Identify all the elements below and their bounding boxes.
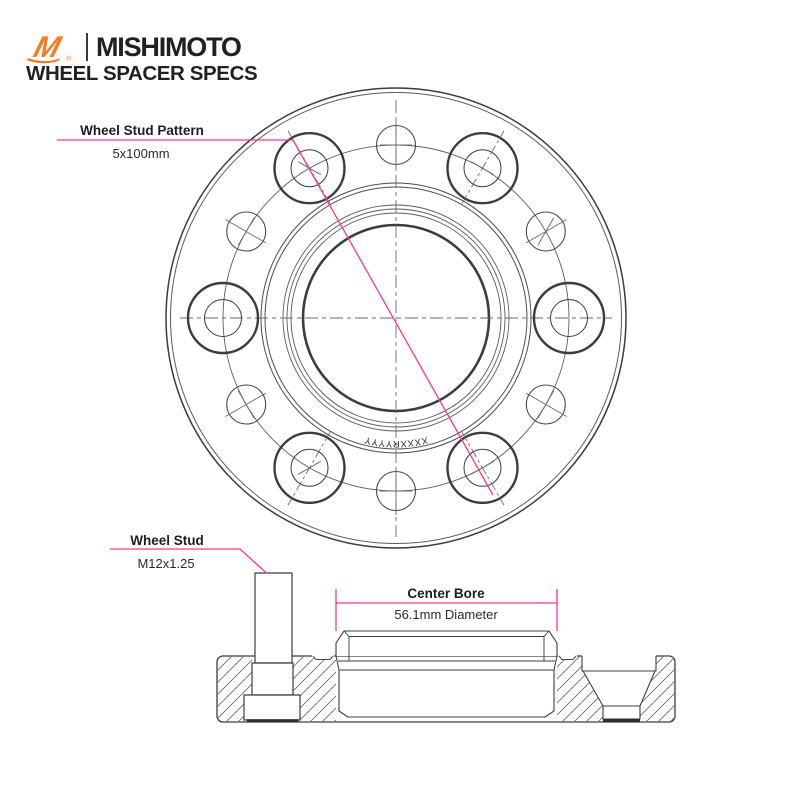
stud-head-seat: [247, 719, 298, 722]
stud-head: [244, 695, 300, 720]
center-bore-label: Center Bore: [407, 586, 485, 601]
stud-pattern-value: 5x100mm: [112, 146, 170, 161]
stud-hole: [275, 131, 345, 204]
lug-hole: [225, 212, 266, 251]
lug-hole: [377, 121, 416, 168]
lug-hole: [526, 385, 567, 424]
engraved-part-number: XXXXRYYYY: [363, 434, 429, 450]
lug-hole: [377, 468, 416, 515]
countersink-opening: [603, 719, 640, 722]
lug-hole: [526, 212, 567, 251]
stud-spline: [252, 663, 293, 695]
wheel-stud-section: [244, 573, 300, 722]
stud-shaft: [255, 573, 292, 663]
center-bore-value: 56.1mm Diameter: [394, 607, 498, 622]
brand-name: MISHIMOTO: [96, 31, 241, 62]
stud-hole: [448, 432, 518, 505]
lug-hole: [225, 385, 266, 424]
registered-mark: ®: [66, 56, 72, 63]
wheel-stud-value: M12x1.25: [137, 556, 195, 571]
stud-hole: [448, 131, 518, 204]
logo-m-glyph: M: [30, 30, 65, 64]
stud-hole: [275, 432, 345, 505]
wheel-stud-label: Wheel Stud: [130, 533, 204, 548]
page-title: WHEEL SPACER SPECS: [26, 62, 258, 85]
stud-pattern-label: Wheel Stud Pattern: [80, 123, 204, 138]
